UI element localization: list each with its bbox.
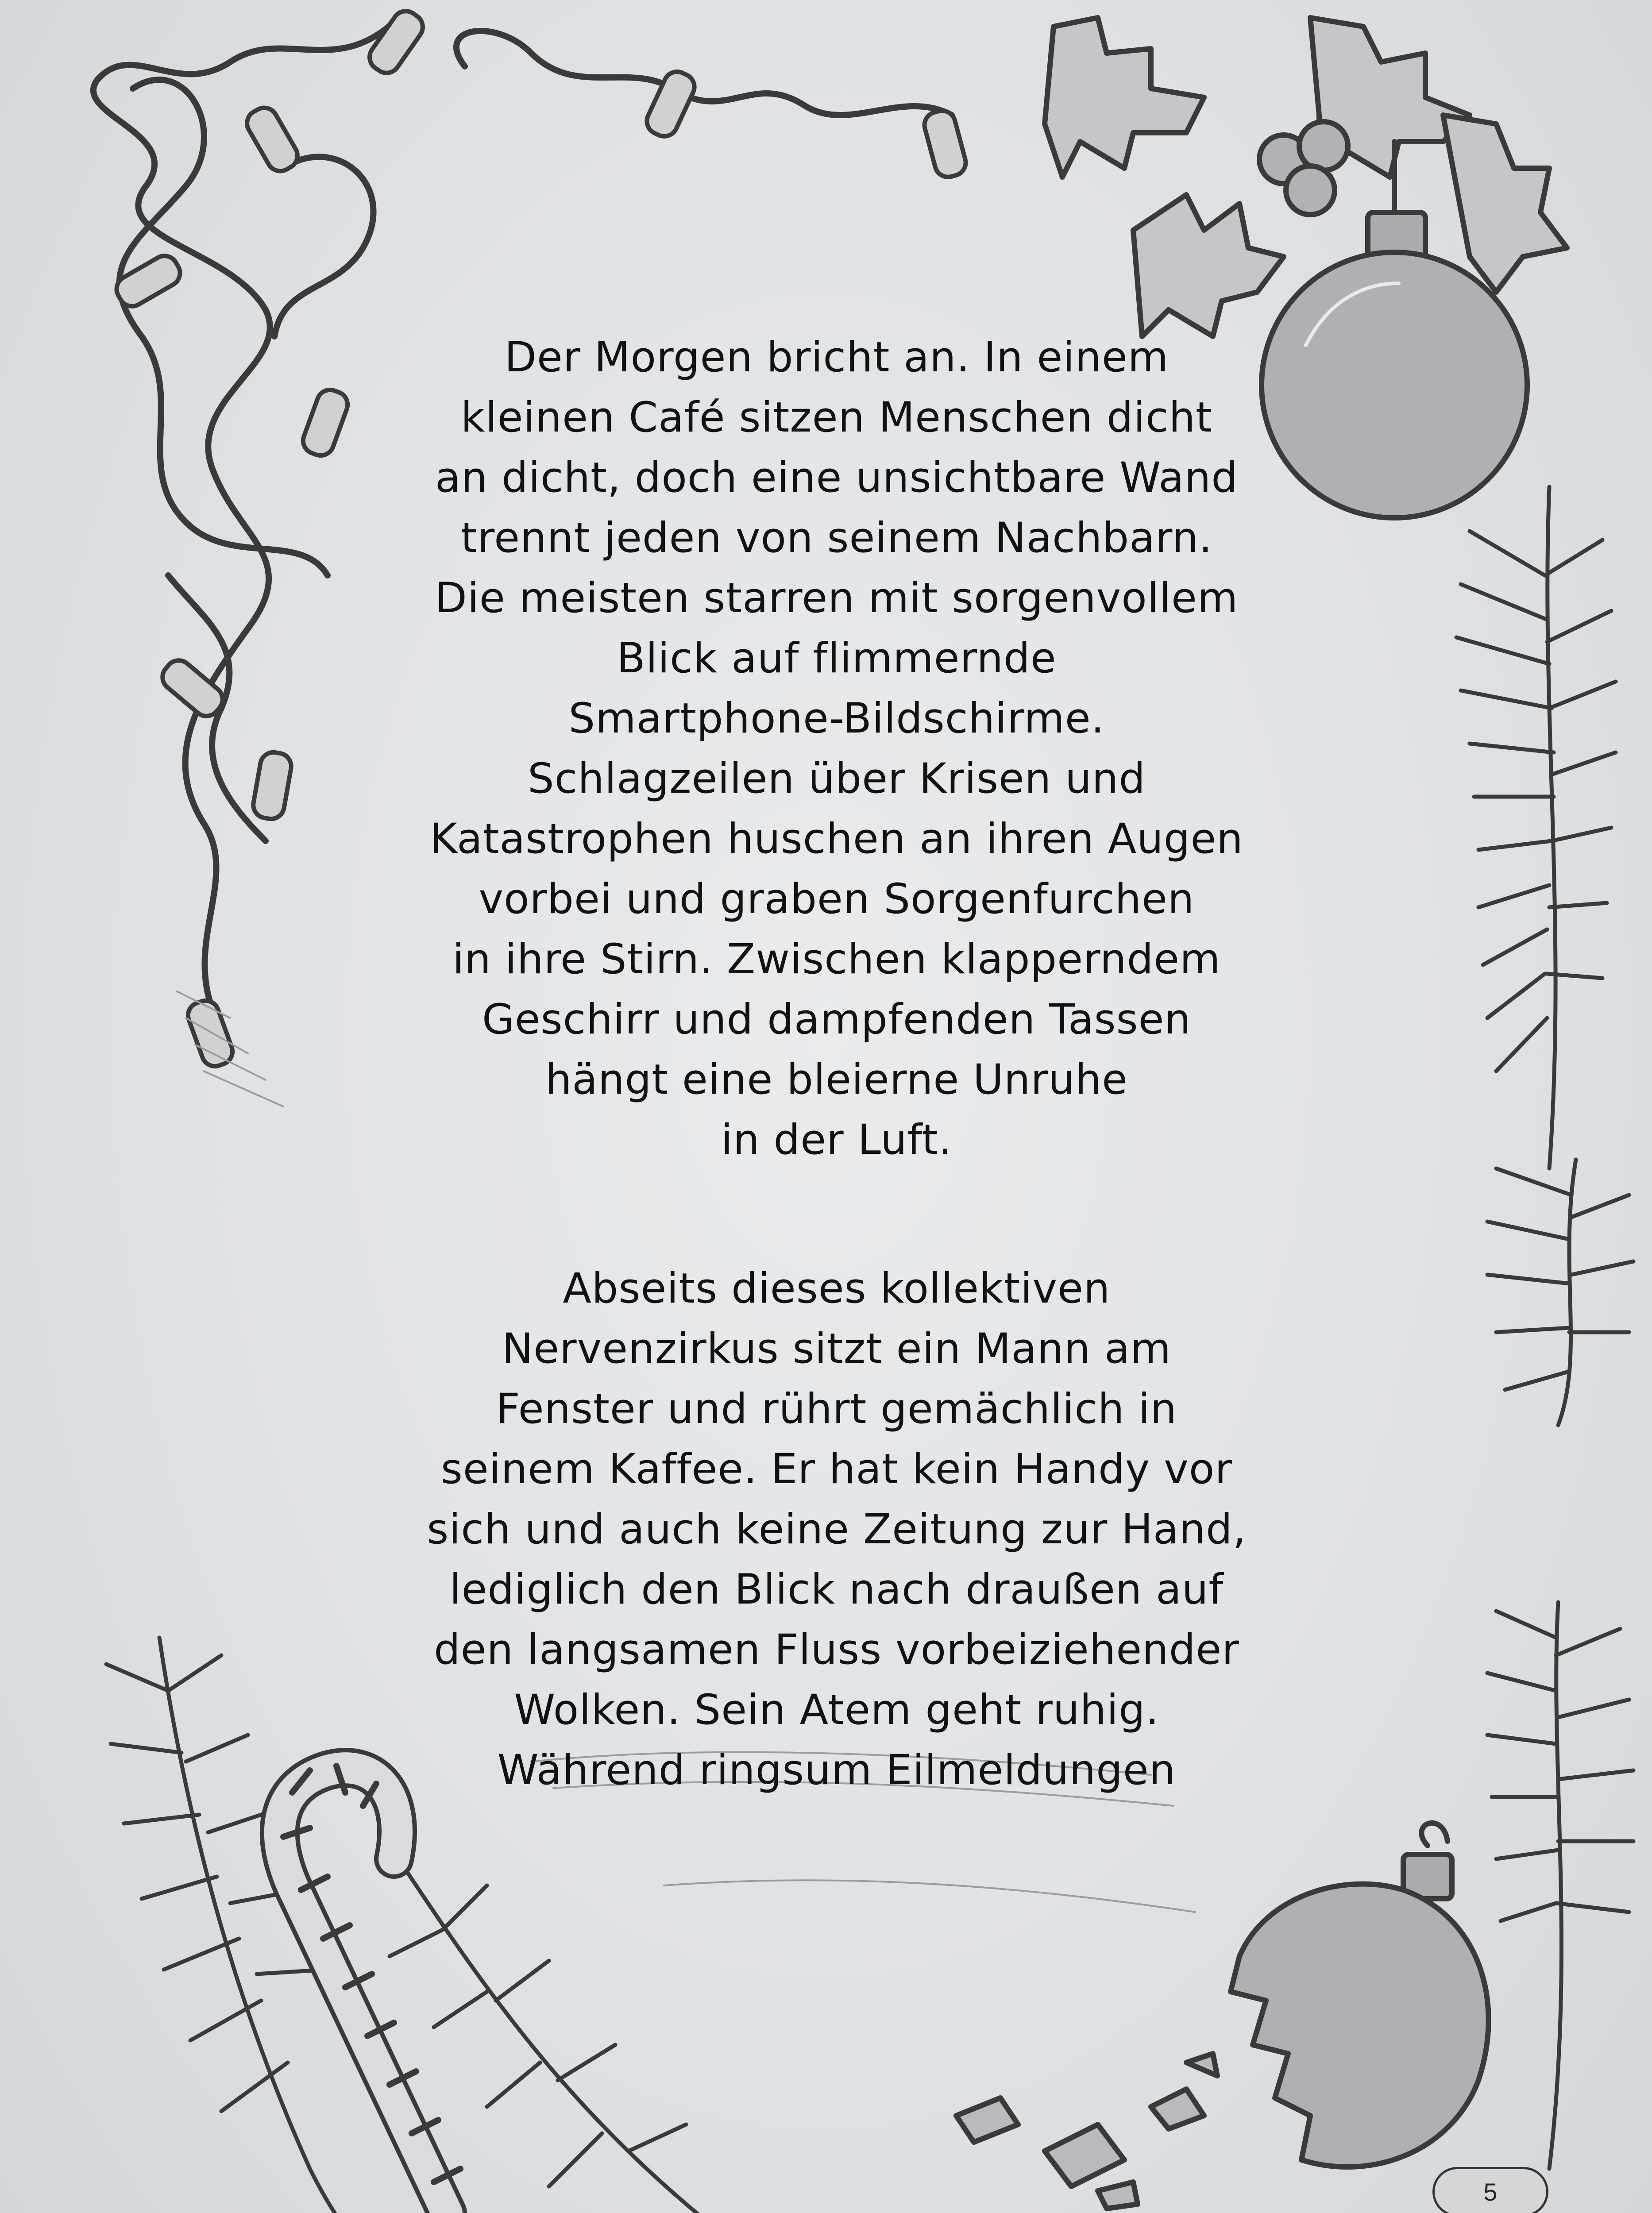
text-line: Schlagzeilen über Krisen und	[527, 755, 1146, 803]
paragraph-spacer	[425, 1170, 1248, 1259]
page-number-badge	[1432, 2167, 1548, 2213]
story-text	[425, 328, 1248, 1800]
text-line: seinem Kaffee. Er hat kein Handy vor	[440, 1445, 1233, 1493]
paragraph-1	[425, 328, 1248, 1170]
page-number: 5	[1483, 2178, 1498, 2206]
text-line: in ihre Stirn. Zwischen klapperndem	[452, 935, 1221, 983]
text-line: Während ringsum Eilmeldungen	[497, 1746, 1176, 1794]
text-line: Nervenzirkus sitzt ein Mann am	[502, 1325, 1172, 1373]
fir-branch-icon	[1456, 487, 1633, 2169]
text-line: lediglich den Blick nach draußen auf	[449, 1565, 1224, 1614]
text-line: Wolken. Sein Atem geht ruhig.	[514, 1686, 1159, 1734]
text-line: Geschirr und dampfenden Tassen	[482, 995, 1192, 1044]
text-line: Blick auf flimmernde	[617, 634, 1057, 682]
text-line: vorbei und graben Sorgenfurchen	[479, 875, 1195, 923]
text-line: kleinen Café sitzen Menschen dicht	[461, 393, 1212, 442]
broken-ornament-icon	[956, 1823, 1489, 2209]
text-line: Abseits dieses kollektiven	[563, 1265, 1111, 1313]
paragraph-2	[425, 1259, 1248, 1800]
candy-cane-icon	[280, 1766, 460, 2213]
text-line: Der Morgen bricht an. In einem	[504, 333, 1169, 382]
text-line: trennt jeden von seinem Nachbarn.	[460, 514, 1213, 562]
text-line: sich und auch keine Zeitung zur Hand,	[427, 1505, 1247, 1554]
text-line: Fenster und rührt gemächlich in	[496, 1385, 1177, 1433]
text-line: hängt eine bleierne Unruhe	[545, 1056, 1128, 1104]
text-line: Die meisten starren mit sorgenvollem	[435, 574, 1239, 622]
text-line: in der Luft.	[721, 1116, 953, 1164]
text-line: den langsamen Fluss vorbeiziehender	[434, 1626, 1239, 1674]
text-line: Smartphone-Bildschirme.	[568, 694, 1105, 743]
text-line: Katastrophen huschen an ihren Augen	[430, 815, 1243, 863]
text-line: an dicht, doch eine unsichtbare Wand	[435, 454, 1238, 502]
